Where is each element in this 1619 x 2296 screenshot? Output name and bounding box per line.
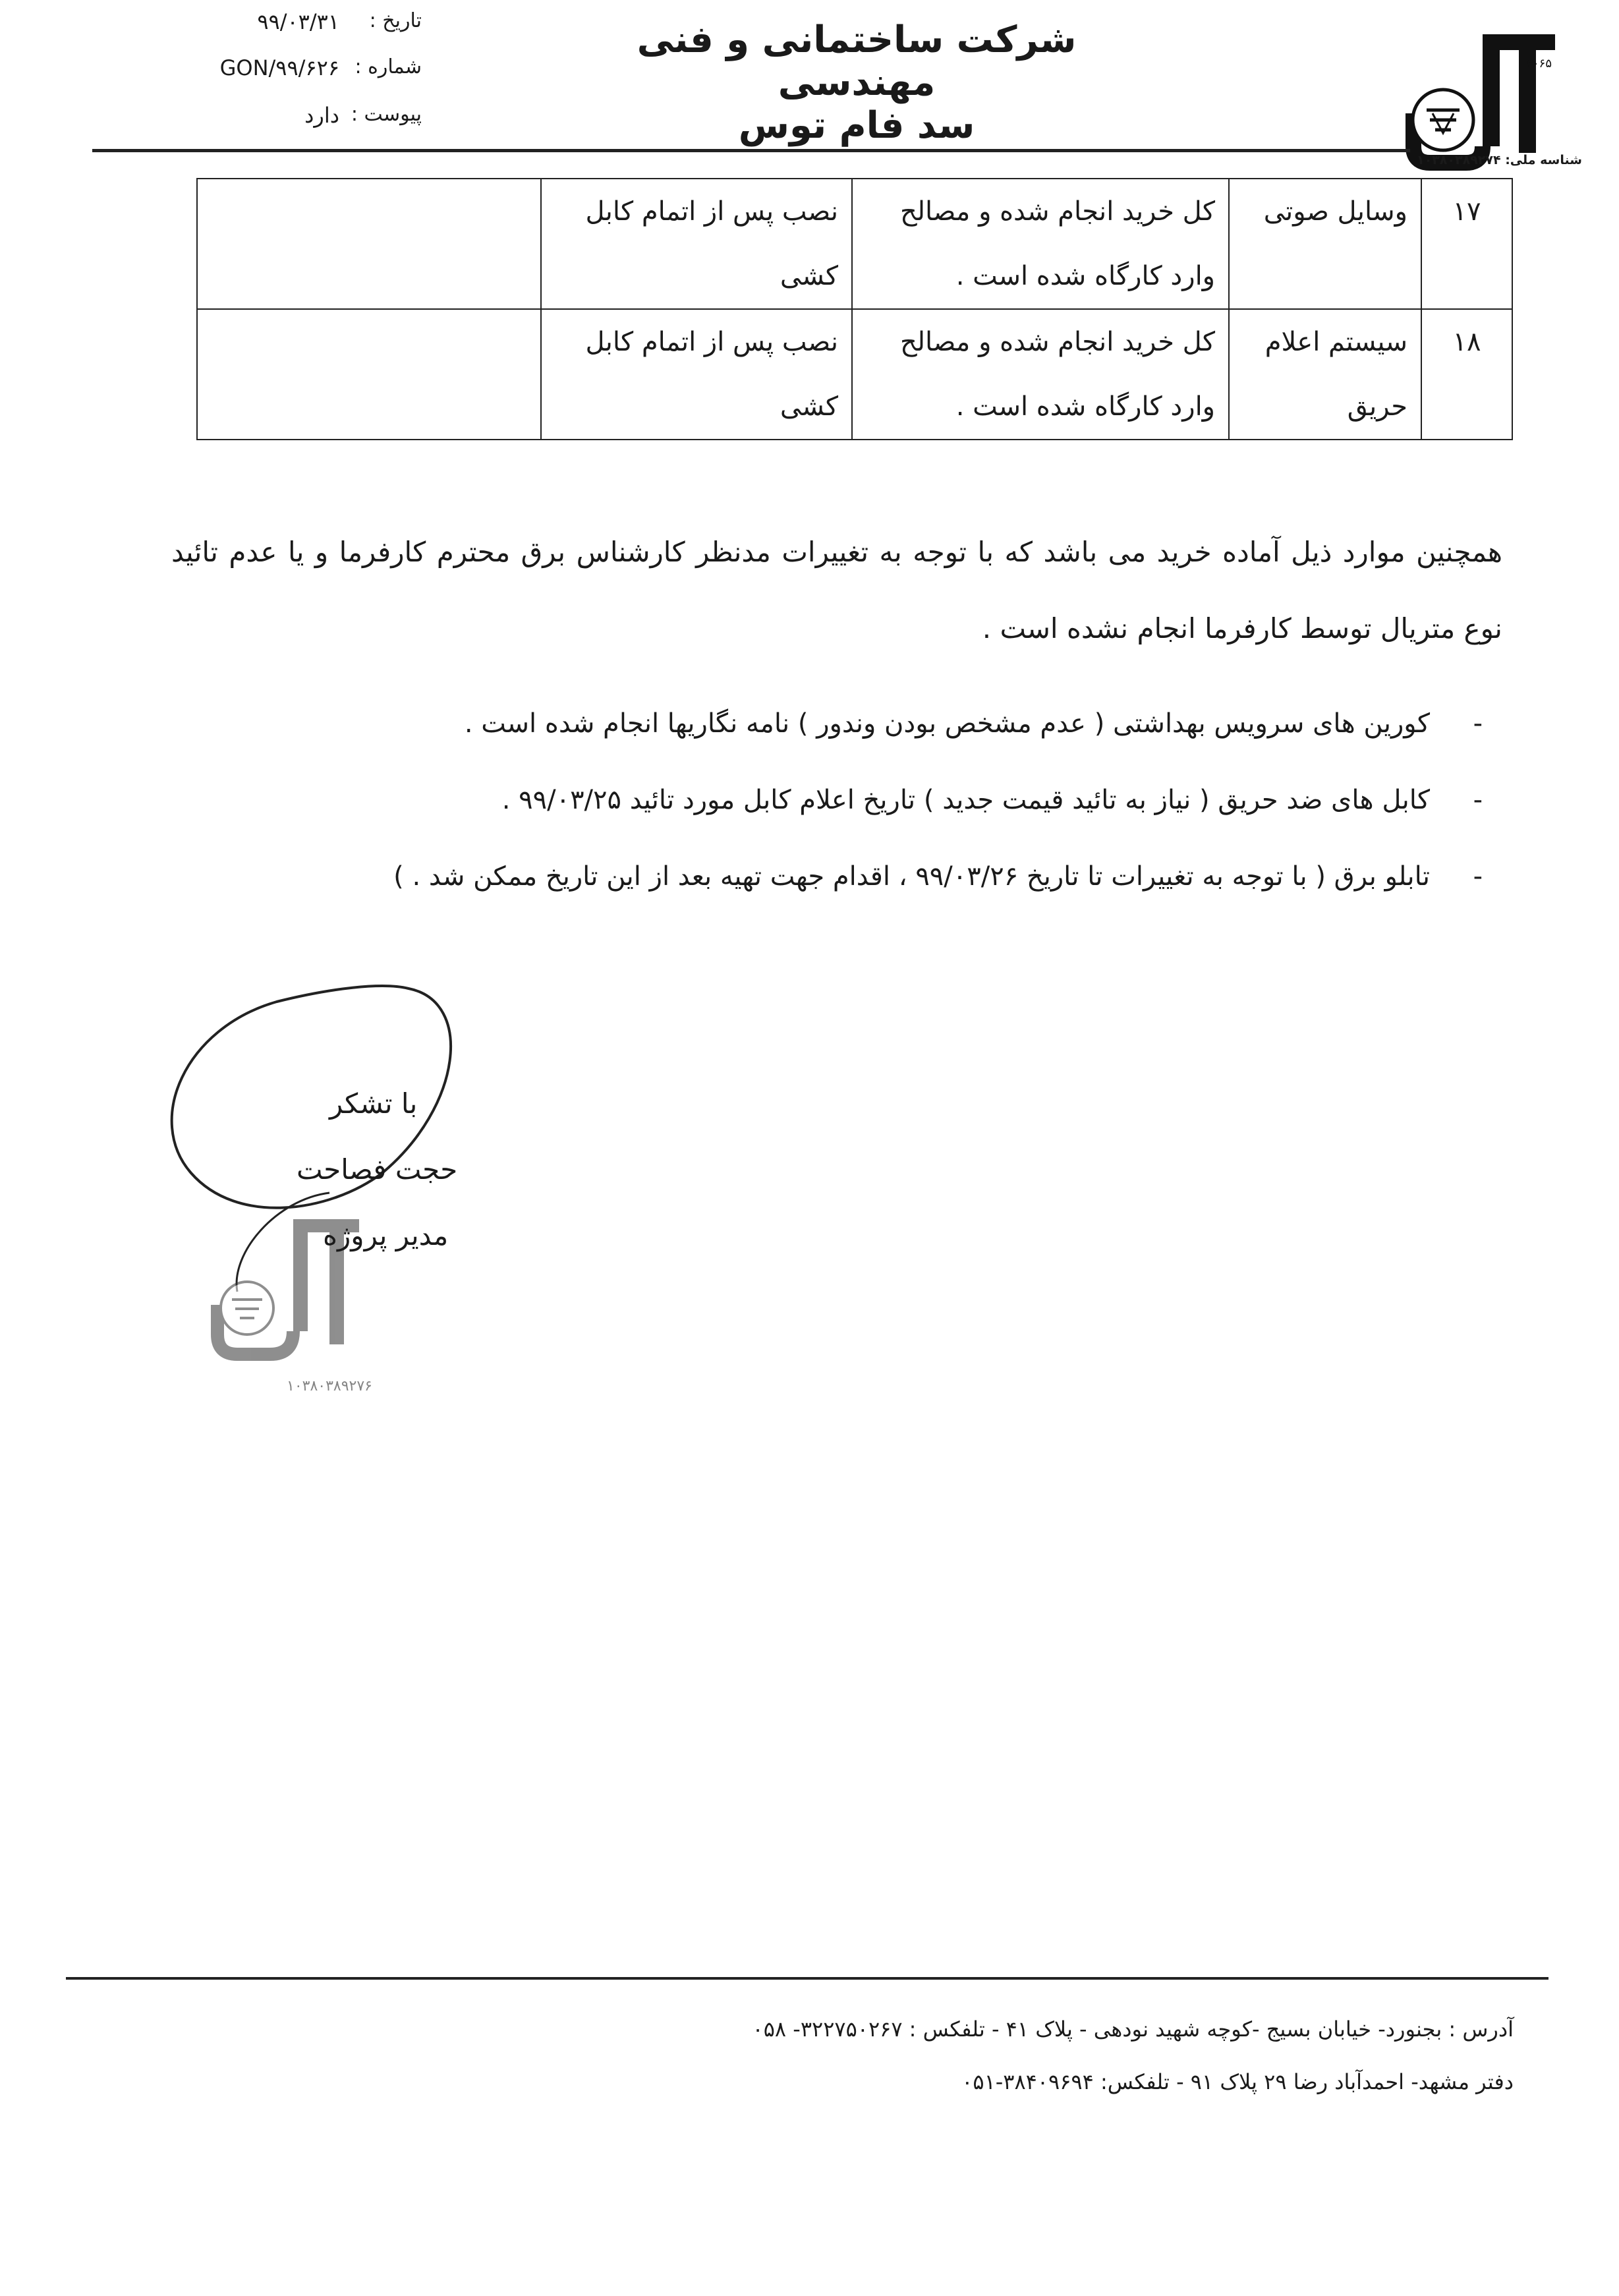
row-status: کل خرید انجام شده و مصالح وارد کارگاه شده است . xyxy=(852,309,1229,440)
company-name: شرکت ساختمانی و فنی مهندسی xyxy=(637,18,1077,104)
row-item: وسایل صوتی xyxy=(1229,179,1421,309)
attachment-value: دارد xyxy=(304,103,339,128)
signer-name: حجت فصاحت xyxy=(297,1153,458,1186)
signature-stamp xyxy=(132,975,501,1450)
svg-text:۳۰۶۵: ۳۰۶۵ xyxy=(1526,57,1552,71)
list-item xyxy=(171,685,1489,762)
list-item-text: کورین های سرویس بهداشتی ( عدم مشخص بودن وندور ) نامه نگاریها انجام شده است . xyxy=(464,708,1430,739)
date-label: تاریخ : xyxy=(369,9,422,32)
company-subname: سد فام توس xyxy=(738,104,975,147)
table-row xyxy=(197,179,1512,309)
footer-address: آدرس : بجنورد- خیابان بسیج -کوچه شهید نودهی - پلاک ۴۱ - تلفکس : ۳۲۲۷۵۰۲۶۷- ۰۵۸ xyxy=(752,2017,1514,2042)
row-note: نصب پس از اتمام کابل کشی xyxy=(541,179,852,309)
table-row xyxy=(197,309,1512,440)
bullet-marker: - xyxy=(1473,785,1483,815)
list-item-text: تابلو برق ( با توجه به تغییرات تا تاریخ ۹۹/۰۳/۲۶ ، اقدام جهت تهیه بعد از این تاریخ ممکن شد . ) xyxy=(393,861,1430,892)
list-item xyxy=(171,762,1489,838)
list-item-text: کابل های ضد حریق ( نیاز به تائید قیمت جدید ) تاریخ اعلام کابل مورد تائید ۹۹/۰۳/۲۵ . xyxy=(501,785,1430,815)
body-paragraph: همچنین موارد ذیل آماده خرید می باشد که با توجه به تغییرات مدنظر کارشناس برق محترم کارفرما و یا عدم تائید نوع متریال توسط کارفرما انجام نشده است . xyxy=(171,536,1502,645)
footer-mashhad-office: دفتر مشهد- احمدآباد رضا ۲۹ پلاک ۹۱ - تلفکس: ۳۸۴۰۹۶۹۴-۰۵۱ xyxy=(961,2069,1514,2094)
date-value: ۹۹/۰۳/۳۱ xyxy=(257,9,339,34)
header-divider xyxy=(92,149,1410,152)
pending-items-list xyxy=(171,685,1489,915)
footer-divider xyxy=(66,1977,1548,1980)
attachment-label: پیوست : xyxy=(351,103,422,126)
row-extra xyxy=(197,179,541,309)
company-logo-icon xyxy=(1404,14,1575,173)
stamp-id: ۱۰۳۸۰۳۸۹۲۷۶ xyxy=(287,1378,372,1394)
list-item xyxy=(171,838,1489,915)
letter-meta xyxy=(171,9,422,141)
row-note: نصب پس از اتمام کابل کشی xyxy=(541,309,852,440)
bullet-marker: - xyxy=(1473,861,1483,892)
bullet-marker: - xyxy=(1473,708,1483,739)
row-number: ۱۷ xyxy=(1421,179,1512,309)
number-value: GON/۹۹/۶۲۶ xyxy=(219,55,339,80)
row-status: کل خرید انجام شده و مصالح وارد کارگاه شده است . xyxy=(852,179,1229,309)
row-extra xyxy=(197,309,541,440)
national-id: شناسه ملی: ۱۰۳۸۰۳۸۹۲۷۴ xyxy=(1417,153,1582,167)
row-number: ۱۸ xyxy=(1421,309,1512,440)
status-table xyxy=(196,178,1513,440)
row-item: سیستم اعلام حریق xyxy=(1229,309,1421,440)
signer-title: مدیر پروژه xyxy=(323,1219,449,1251)
closing-thanks: با تشکر xyxy=(329,1087,418,1120)
number-label: شماره : xyxy=(355,55,422,78)
